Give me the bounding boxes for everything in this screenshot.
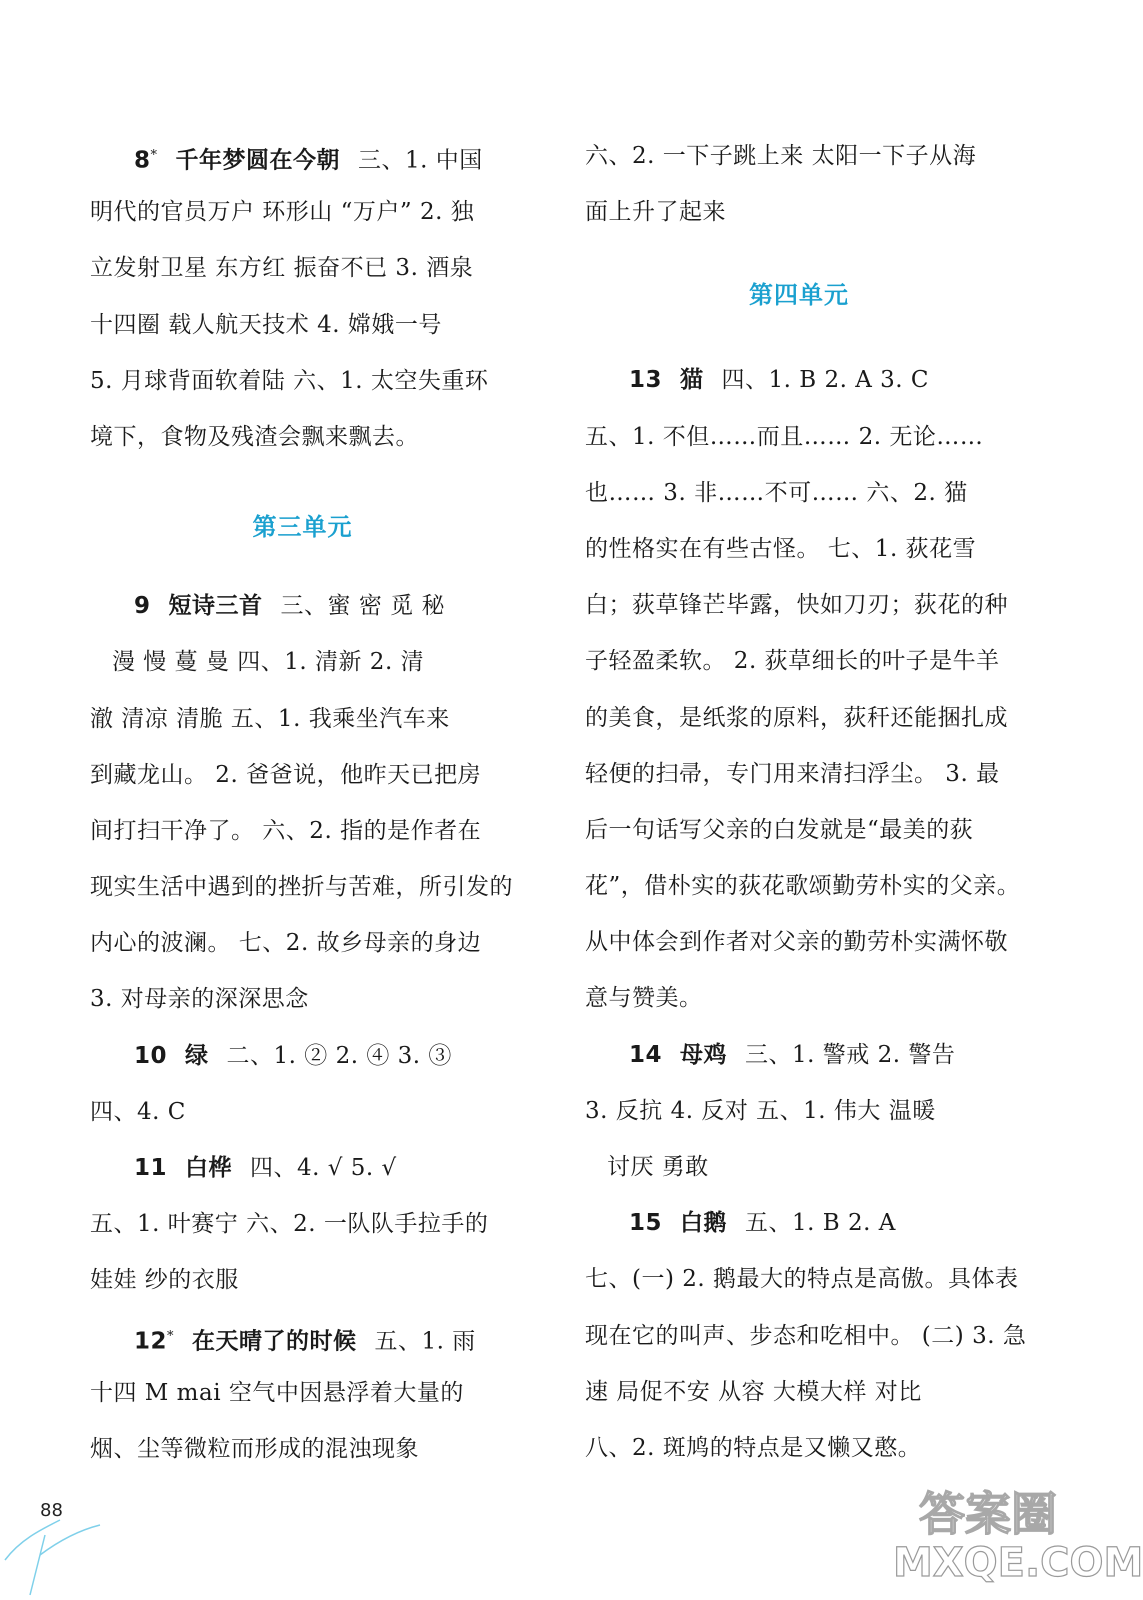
unit-title: 第三单元 bbox=[252, 513, 353, 542]
answer-line: 立发射卫星 东方红 振奋不已 3. 酒泉 bbox=[90, 255, 474, 282]
answer-line: 的美食，是纸浆的原料，荻秆还能捆扎成 bbox=[585, 704, 1008, 731]
answer-heading-9 bbox=[90, 578, 515, 634]
lesson-title: 千年梦圆在今朝 bbox=[175, 147, 341, 174]
lesson-number: 9 bbox=[134, 593, 151, 620]
lesson-title: 猫 bbox=[680, 367, 704, 394]
answer-heading-15 bbox=[585, 1195, 1013, 1251]
answer-line: 也…… 3. 非……不可…… 六、2. 猫 bbox=[585, 479, 968, 506]
answer-line: 内心的波澜。 七、2. 故乡母亲的身边 bbox=[90, 930, 482, 957]
answer-line: 八、2. 斑鸠的特点是又懒又憨。 bbox=[585, 1434, 922, 1461]
answer-heading-8: 8* 千年梦圆在今朝 三、1. 中国 bbox=[134, 147, 483, 174]
answer-heading-14 bbox=[585, 1027, 1013, 1083]
answer-line: 到藏龙山。 2. 爸爸说，他昨天已把房 bbox=[90, 761, 482, 788]
lesson-number: 8 bbox=[134, 147, 151, 174]
answer-text: 三、1. 警戒 2. 警告 bbox=[745, 1041, 956, 1068]
answer-line: 境下，食物及残渣会飘来飘去。 bbox=[90, 423, 419, 450]
answer-line: 轻便的扫帚，专门用来清扫浮尘。 3. 最 bbox=[585, 760, 1000, 787]
lesson-number: 13 bbox=[629, 367, 663, 394]
answer-line: 明代的官员万户 环形山 “万户” 2. 独 bbox=[90, 199, 475, 226]
answer-line: 现在它的叫声、步态和吃相中。 (二) 3. 急 bbox=[585, 1322, 1027, 1349]
answer-line: 五、1. 不但……而且…… 2. 无论…… bbox=[585, 423, 984, 450]
answer-line: 3. 对母亲的深深思念 bbox=[90, 986, 309, 1013]
answer-heading-12: 12* 在天晴了的时候 五、1. 雨 bbox=[134, 1328, 476, 1355]
unit-title: 第四单元 bbox=[749, 281, 849, 310]
answer-line: 烟、尘等微粒而形成的混浊现象 bbox=[90, 1435, 419, 1462]
answer-text: 三、蜜 密 觅 秘 bbox=[280, 593, 445, 620]
answer-line: 澈 清凉 清脆 五、1. 我乘坐汽车来 bbox=[90, 705, 450, 732]
lesson-title: 在天晴了的时候 bbox=[192, 1328, 357, 1355]
lesson-title: 母鸡 bbox=[680, 1041, 728, 1068]
page-number: 88 bbox=[40, 1500, 63, 1521]
answer-text: 五、1. 雨 bbox=[374, 1328, 476, 1355]
answer-text: 五、1. B 2. A bbox=[745, 1210, 896, 1237]
answer-line: 六、2. 一下子跳上来 太阳一下子从海 bbox=[585, 143, 977, 169]
answer-line: 五、1. 叶赛宁 六、2. 一队队手拉手的 bbox=[90, 1211, 489, 1238]
answer-line: 十四 M mai 空气中因悬浮着大量的 bbox=[90, 1379, 464, 1406]
answer-heading-13 bbox=[585, 352, 1013, 408]
lesson-number: 12 bbox=[134, 1328, 168, 1355]
watermark-url: MXQE.COM bbox=[893, 1540, 1143, 1586]
answer-line: 的性格实在有些古怪。 七、1. 荻花雪 bbox=[585, 535, 977, 562]
answer-line: 花”，借朴实的荻花歌颂勤劳朴实的父亲。 bbox=[585, 873, 1021, 900]
answer-line: 子轻盈柔软。 2. 荻草细长的叶子是牛羊 bbox=[585, 648, 1000, 675]
lesson-number: 10 bbox=[134, 1042, 168, 1069]
answer-line: 意与赞美。 bbox=[585, 985, 703, 1012]
watermark-logo-text: 答案圈 bbox=[919, 1487, 1057, 1541]
answer-line: 现实生活中遇到的挫折与苦难，所引发的 bbox=[90, 874, 513, 901]
lesson-title: 白鹅 bbox=[680, 1210, 728, 1237]
answer-line: 后一句话写父亲的白发就是“最美的荻 bbox=[585, 816, 974, 843]
answer-heading-10 bbox=[90, 1028, 515, 1084]
lesson-title: 白桦 bbox=[185, 1155, 233, 1181]
answer-line: 漫 慢 蔓 曼 四、1. 清新 2. 清 bbox=[112, 649, 425, 676]
answer-heading-11 bbox=[90, 1140, 515, 1196]
answer-text: 四、4. √ 5. √ bbox=[250, 1155, 397, 1181]
answer-line: 速 局促不安 从容 大模大样 对比 bbox=[585, 1378, 922, 1405]
lesson-number: 14 bbox=[629, 1041, 663, 1068]
lesson-number: 11 bbox=[134, 1155, 168, 1181]
answer-line: 白；荻草锋芒毕露，快如刀刃；荻花的种 bbox=[585, 592, 1008, 619]
lesson-number: 15 bbox=[629, 1210, 663, 1237]
answer-line: 5. 月球背面软着陆 六、1. 太空失重环 bbox=[90, 367, 489, 394]
answer-line: 讨厌 勇敢 bbox=[607, 1154, 709, 1180]
answer-line: 面上升了起来 bbox=[585, 199, 726, 226]
lesson-title: 短诗三首 bbox=[168, 593, 263, 620]
right-column bbox=[585, 128, 1027, 1476]
answer-line: 七、(一) 2. 鹅最大的特点是高傲。具体表 bbox=[585, 1266, 1019, 1293]
answer-text: 四、1. B 2. A 3. C bbox=[721, 367, 930, 394]
answer-line: 间打扫干净了。 六、2. 指的是作者在 bbox=[90, 817, 482, 844]
answer-line: 3. 反抗 4. 反对 五、1. 伟大 温暖 bbox=[585, 1097, 936, 1124]
answer-text: 二、1. ② 2. ④ 3. ③ bbox=[226, 1042, 452, 1069]
answer-line: 从中体会到作者对父亲的勤劳朴实满怀敬 bbox=[585, 929, 1008, 956]
answer-line: 四、4. C bbox=[90, 1098, 186, 1125]
answer-line: 娃娃 纱的衣服 bbox=[90, 1267, 239, 1294]
left-column bbox=[90, 128, 515, 1477]
lesson-title: 绿 bbox=[185, 1042, 209, 1069]
answer-line: 十四圈 载人航天技术 4. 嫦娥一号 bbox=[90, 311, 442, 338]
answer-text: 三、1. 中国 bbox=[358, 147, 483, 174]
